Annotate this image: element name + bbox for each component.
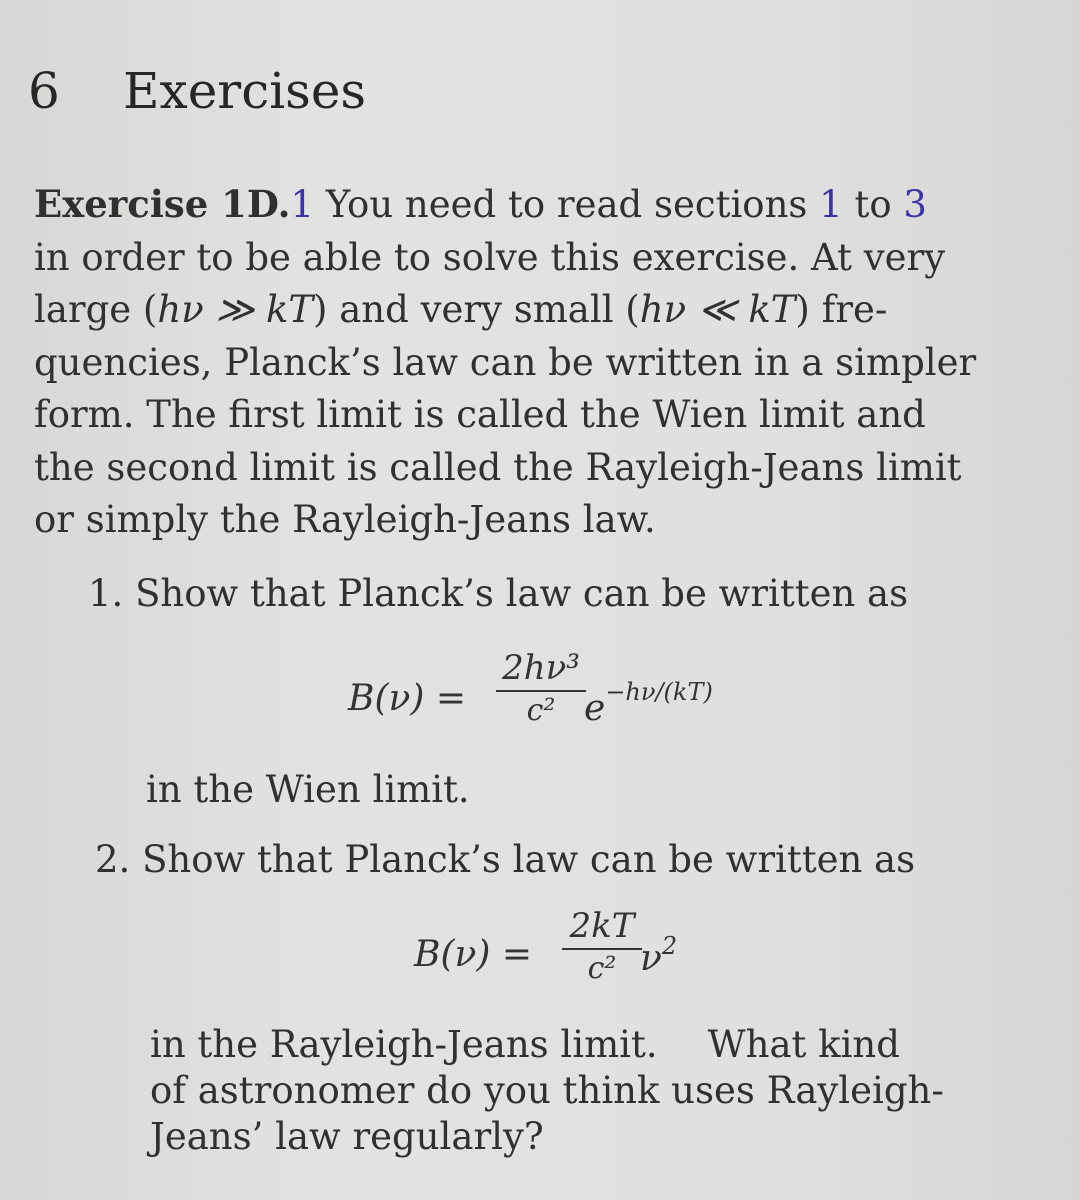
exercise-text: large (: [34, 288, 158, 331]
section-number: 6: [28, 62, 60, 120]
fraction-bar: [496, 690, 586, 692]
inline-math: hν ≫ kT: [157, 288, 314, 331]
exp-base: e: [584, 688, 606, 729]
fraction-numerator: 2kT: [569, 906, 635, 946]
exercise-line-5: form. The first limit is called the Wien limit and: [34, 393, 926, 436]
exercise-label: Exercise 1D.: [34, 182, 291, 226]
list-item-1: 1. Show that Planck’s law can be written as: [88, 572, 909, 615]
exp-superscript: −hν/(kT): [605, 678, 713, 706]
caption-text: in the Rayleigh-Jeans limit.: [150, 1023, 658, 1066]
exercise-line-4: quencies, Planck’s law can be written in a simpler: [34, 340, 977, 384]
exercise-line-1: [34, 178, 994, 232]
fraction-numerator: 2hν³: [502, 648, 580, 688]
exercise-text: to: [842, 183, 904, 226]
exercise-text: ) and very small (: [313, 288, 640, 331]
rayleigh-jeans-equation: [414, 906, 714, 996]
list-item-2: 2. Show that Planck’s law can be written as: [95, 838, 916, 881]
exercise-number-link[interactable]: 1: [290, 183, 315, 226]
caption-line-3: Jeans’ law regularly?: [150, 1115, 544, 1158]
section-link-1[interactable]: 1: [819, 183, 843, 226]
equation-fraction: [562, 906, 642, 986]
caption-line-1: [150, 1022, 944, 1068]
exercise-line-3: [34, 284, 994, 337]
section-heading: [28, 62, 366, 120]
exercise-text: You need to read sections: [314, 183, 820, 226]
caption-text: What kind: [707, 1023, 900, 1066]
equation-exponential: [584, 678, 713, 729]
caption-line-2: of astronomer do you think uses Rayleigh-: [150, 1069, 944, 1112]
wien-equation: [348, 648, 768, 748]
equation-lhs: B(ν) =: [414, 934, 533, 975]
wien-caption: in the Wien limit.: [146, 768, 470, 811]
exercise-line-6: the second limit is called the Rayleigh-Jeans limit: [34, 445, 962, 489]
exercise-paragraph: [34, 178, 994, 547]
equation-nu-squared: [640, 932, 677, 979]
rayleigh-jeans-caption: [150, 1022, 944, 1160]
equation-lhs: B(ν) =: [348, 678, 467, 719]
nu-symbol: ν: [640, 938, 662, 979]
fraction-denominator: c²: [526, 693, 556, 728]
equation-fraction: [496, 648, 586, 728]
section-title: Exercises: [123, 62, 367, 120]
inline-math: hν ≪ kT: [639, 288, 796, 331]
fraction-denominator: c²: [587, 951, 617, 986]
nu-exponent: 2: [661, 932, 678, 960]
exercise-line-7: or simply the Rayleigh-Jeans law.: [34, 498, 656, 541]
exercise-text: ) fre-: [795, 288, 888, 331]
exercise-line-2: in order to be able to solve this exercise. At very: [34, 235, 946, 279]
fraction-bar: [562, 948, 642, 950]
section-link-3[interactable]: 3: [903, 183, 927, 226]
